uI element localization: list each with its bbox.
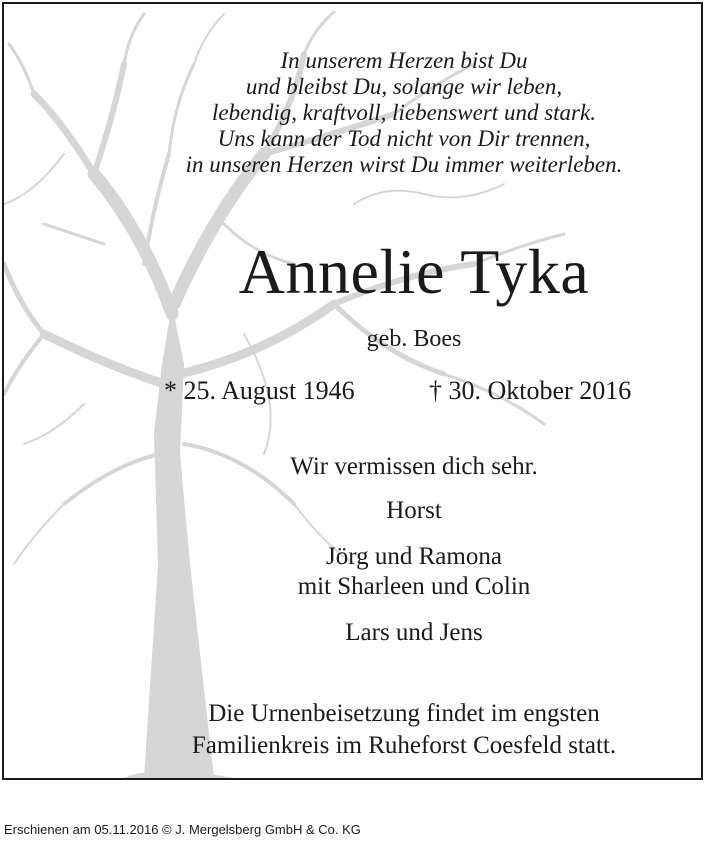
burial-notice	[104, 698, 703, 762]
mourner-name: Horst	[386, 497, 442, 524]
poem-line: lebendig, kraftvoll, liebenswert und stark.	[212, 100, 596, 125]
birth-date: * 25. August 1946	[164, 376, 355, 405]
poem-line: und bleibst Du, solange wir leben,	[245, 74, 563, 99]
poem	[104, 48, 703, 178]
poem-line: in unseren Herzen wirst Du immer weiterleben.	[185, 152, 623, 177]
mourner-family	[124, 542, 703, 602]
burial-line: Familienkreis im Ruheforst Coesfeld statt.	[191, 732, 617, 759]
poem-line: Uns kann der Tod nicht von Dir trennen,	[217, 126, 591, 151]
mourner-line: mit Sharleen und Colin	[297, 573, 531, 600]
mourner-name: Lars und Jens	[345, 619, 483, 646]
obituary-notice	[2, 2, 703, 780]
deceased-name: Annelie Tyka	[238, 236, 590, 307]
death-date: † 30. Oktober 2016	[429, 376, 632, 405]
burial-line: Die Urnenbeisetzung findet im engsten	[208, 700, 600, 727]
publication-footer: Erschienen am 05.11.2016 © J. Mergelsberg GmbH & Co. KG	[4, 822, 361, 837]
maiden-name: geb. Boes	[366, 326, 462, 352]
mourner-line: Jörg und Ramona	[326, 543, 502, 570]
mourner-message: Wir vermissen dich sehr.	[290, 453, 538, 480]
poem-line: In unserem Herzen bist Du	[280, 48, 528, 73]
